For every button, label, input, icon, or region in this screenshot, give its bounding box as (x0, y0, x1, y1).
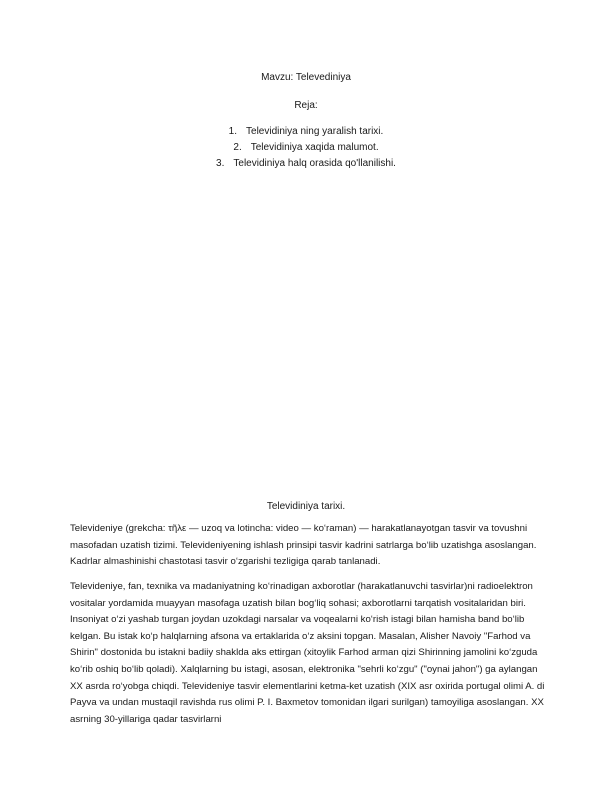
body-paragraph: Televideniye (grekcha: τῆλε — uzoq va lotincha: video — koʻraman) — harakatlanayotgan tasvir va tovushni masofadan uzatish tizimi. Televideniyening ishlash prinsipi tasvir kadrini satrlarga boʻlib uzatishga asoslangan. Kadrlar almashinishi chastotasi tasvir oʻzgarishi tezligiga qarab tanlanadi. (70, 523, 537, 568)
plan-item-text: Televidiniya xaqida malumot. (250, 142, 379, 153)
plan-item-number: 1. (228, 126, 238, 137)
plan-heading: Reja: (294, 100, 318, 111)
plan-item (0, 140, 612, 156)
body-paragraph: Televideniye, fan, texnika va madaniyatning koʻrinadigan axborotlar (harakatlanuvchi tasvirlar)ni radioelektron vositalar yordamida muayyan masofaga uzatish bilan bogʻliq sohasi; axborotlarni tarqatish vositalaridan biri. Insoniyat oʻzi yashab turgan joydan uzokdagi narsalar va voqealarni koʻrish istagi bilan hamisha band boʻlib kelgan. Bu istak koʻp halqlarning afsona va ertaklarida oʻz aksini topgan. Masalan, Alisher Navoiy "Farhod va Shirin" dostonida bu istakni badiiy shaklda aks ettirgan (xitoylik Farhod arman qizi Shirinning jamolini koʻzguda koʻrib oshiq boʻlib qoladi). Xalqlarning bu istagi, asosan, elektronika "sehrli koʻzgu" ("oynai jahon") ga aylangan XX asrda roʻyobga chiqdi. Televideniye tasvir elementlarini ketma-ket uzatish (XIX asr oxirida portugal olimi A. di Payva va undan mustaqil ravishda rus olimi P. I. Baxmetov tomonidan ilgari surilgan) tamoyiliga asoslangan. XX asrning 30-yillariga qadar tasvirlarni (70, 581, 545, 725)
section-title: Televidiniya tarixi. (266, 501, 346, 512)
plan-list (0, 124, 612, 172)
plan-item-text: Televidiniya ning yaralish tarixi. (246, 126, 384, 137)
topic-heading: Mavzu: Televediniya (261, 72, 351, 83)
plan-item-number: 3. (216, 158, 225, 169)
plan-item (0, 124, 612, 140)
plan-item-text: Televidiniya halq orasida qo'llanilishi. (233, 158, 396, 169)
plan-item-number: 2. (233, 142, 242, 153)
plan-item (0, 156, 612, 172)
